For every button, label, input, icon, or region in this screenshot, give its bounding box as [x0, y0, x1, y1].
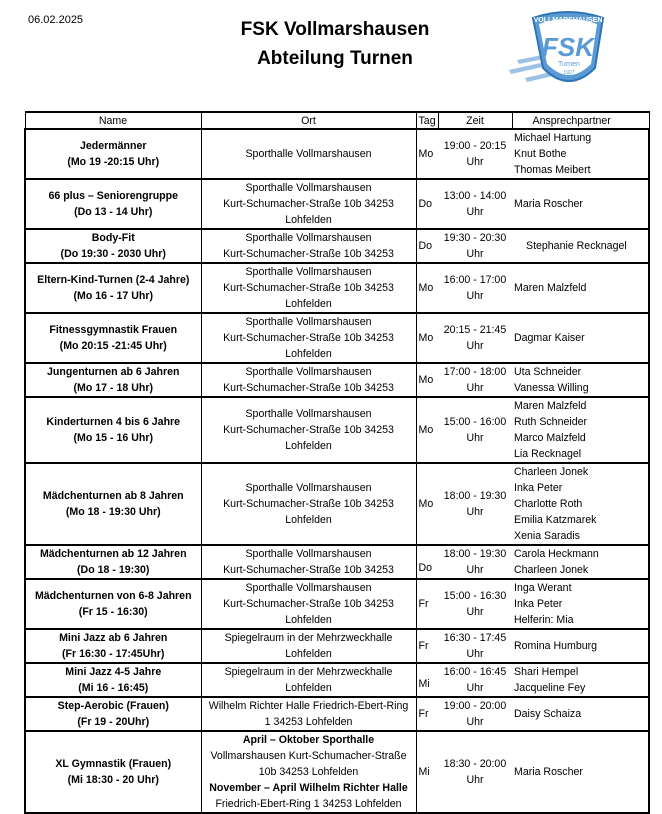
- table-row: [25, 663, 649, 697]
- contact-person-line: Jacqueline Fey: [514, 682, 586, 694]
- contact-person-cell: [512, 179, 649, 229]
- course-name-line: (Mi 18:30 - 20 Uhr): [67, 774, 159, 786]
- location-cell: [201, 397, 416, 463]
- location-line: Lohfelden: [285, 298, 332, 310]
- time-cell: [438, 697, 512, 731]
- contact-person-line: Helferin: Mia: [514, 614, 574, 626]
- time-line: Uhr: [466, 432, 484, 444]
- contact-person-line: Inka Peter: [514, 598, 563, 610]
- location-line: 10b 34253 Lohfelden: [258, 766, 359, 778]
- location-line: Spiegelraum in der Mehrzweckhalle: [224, 632, 393, 644]
- time-cell: [438, 129, 512, 179]
- course-name-line: (Mo 17 - 18 Uhr): [73, 382, 153, 394]
- course-name-line: (Mo 18 - 19:30 Uhr): [65, 506, 161, 518]
- schedule-table: [24, 111, 650, 814]
- contact-person-cell: [512, 731, 649, 813]
- contact-person-line: Maren Malzfeld: [514, 400, 587, 412]
- contact-person-cell: [512, 629, 649, 663]
- contact-person-line: Vanessa Willing: [514, 382, 589, 394]
- page-title: FSK Vollmarshausen: [240, 19, 430, 40]
- location-line: Kurt-Schumacher-Straße 10b 34253: [223, 382, 394, 394]
- course-name-line: Body-Fit: [91, 232, 135, 244]
- weekday-text: Mi: [418, 766, 430, 778]
- course-name-cell: [25, 397, 201, 463]
- contact-person-line: Stephanie Recknagel: [526, 240, 627, 252]
- location-line: Sporthalle Vollmarshausen: [245, 582, 372, 594]
- course-name-cell: [25, 313, 201, 363]
- contact-person-line: Ruth Schneider: [514, 416, 588, 428]
- time-cell: [438, 545, 512, 579]
- time-line: Uhr: [466, 248, 484, 260]
- column-header-tag: Tag: [416, 112, 438, 129]
- course-name-cell: [25, 463, 201, 545]
- svg-text:1927: 1927: [563, 70, 575, 76]
- time-cell: [438, 463, 512, 545]
- weekday-text: Fr: [418, 598, 429, 610]
- weekday-text: Mi: [418, 678, 430, 690]
- column-header-zeit: Zeit: [438, 112, 512, 129]
- time-cell: [438, 229, 512, 263]
- contact-person-cell: [512, 229, 649, 263]
- location-line: Kurt-Schumacher-Straße 10b 34253: [223, 248, 394, 260]
- course-name-line: Kinderturnen 4 bis 6 Jahre: [46, 416, 181, 428]
- location-cell: [201, 313, 416, 363]
- location-line: Lohfelden: [285, 682, 332, 694]
- location-line: November – April Wilhelm Richter Halle: [209, 782, 408, 794]
- course-name-line: (Mo 16 - 17 Uhr): [73, 290, 153, 302]
- weekday-text: Do: [418, 240, 433, 252]
- course-name-line: Mädchenturnen von 6-8 Jahren: [34, 590, 192, 602]
- contact-person-line: Charlotte Roth: [514, 498, 583, 510]
- contact-person-line: Marco Malzfeld: [514, 432, 586, 444]
- svg-text:Turnen: Turnen: [558, 61, 580, 68]
- time-cell: [438, 363, 512, 397]
- course-name-line: Mini Jazz ab 6 Jahren: [59, 632, 168, 644]
- course-name-line: Jedermänner: [79, 140, 147, 152]
- weekday-cell: [416, 697, 438, 731]
- location-line: Wilhelm Richter Halle Friedrich-Ebert-Ring: [208, 700, 409, 712]
- course-name-line: (Mo 20:15 -21:45 Uhr): [59, 340, 167, 352]
- location-line: Kurt-Schumacher-Straße 10b 34253: [223, 564, 394, 576]
- course-name-cell: [25, 129, 201, 179]
- course-name-cell: [25, 579, 201, 629]
- contact-person-line: Carola Heckmann: [514, 548, 599, 560]
- course-name-cell: [25, 179, 201, 229]
- location-line: April – Oktober Sporthalle: [242, 734, 375, 746]
- weekday-text: Mo: [418, 148, 434, 160]
- location-cell: [201, 697, 416, 731]
- time-line: Uhr: [466, 156, 484, 168]
- time-line: Uhr: [466, 682, 484, 694]
- course-name-line: (Mo 19 -20:15 Uhr): [67, 156, 160, 168]
- time-cell: [438, 179, 512, 229]
- table-row: [25, 397, 649, 463]
- page-subtitle: Abteilung Turnen: [257, 48, 413, 69]
- table-row: [25, 697, 649, 731]
- contact-person-line: Uta Schneider: [514, 366, 582, 378]
- time-line: Uhr: [466, 564, 484, 576]
- weekday-text: Fr: [418, 640, 429, 652]
- column-header-name: Name: [25, 112, 201, 129]
- course-name-cell: [25, 229, 201, 263]
- contact-person-cell: [512, 397, 649, 463]
- time-line: 16:30 - 17:45: [443, 632, 507, 644]
- course-name-line: (Fr 19 - 20Uhr): [77, 716, 150, 728]
- time-line: Uhr: [466, 382, 484, 394]
- location-cell: [201, 731, 416, 813]
- table-row: [25, 545, 649, 579]
- location-line: Kurt-Schumacher-Straße 10b 34253: [223, 598, 394, 610]
- location-line: Lohfelden: [285, 648, 332, 660]
- course-name-cell: [25, 629, 201, 663]
- weekday-text: Mo: [418, 332, 434, 344]
- contact-person-cell: [512, 363, 649, 397]
- contact-person-cell: [512, 697, 649, 731]
- time-line: Uhr: [466, 206, 484, 218]
- time-line: Uhr: [466, 648, 484, 660]
- contact-person-line: Maria Roscher: [514, 766, 583, 778]
- contact-person-line: Inka Peter: [514, 482, 563, 494]
- weekday-cell: [416, 545, 438, 579]
- contact-person-cell: [512, 545, 649, 579]
- document-date: 06.02.2025: [28, 14, 84, 26]
- location-line: Kurt-Schumacher-Straße 10b 34253: [223, 424, 394, 436]
- time-line: Uhr: [466, 506, 484, 518]
- course-name-line: Fitnessgymnastik Frauen: [49, 324, 178, 336]
- weekday-cell: [416, 397, 438, 463]
- weekday-cell: [416, 313, 438, 363]
- location-line: Sporthalle Vollmarshausen: [245, 182, 372, 194]
- contact-person-line: Thomas Meibert: [514, 164, 591, 176]
- location-cell: [201, 463, 416, 545]
- course-name-cell: [25, 263, 201, 313]
- location-line: Kurt-Schumacher-Straße 10b 34253: [223, 198, 394, 210]
- course-name-cell: [25, 663, 201, 697]
- weekday-cell: [416, 229, 438, 263]
- weekday-text: Fr: [418, 708, 429, 720]
- time-cell: [438, 731, 512, 813]
- location-line: Lohfelden: [285, 514, 332, 526]
- location-cell: [201, 229, 416, 263]
- time-cell: [438, 313, 512, 363]
- course-name-line: Mädchenturnen ab 12 Jahren: [39, 548, 187, 560]
- location-line: Sporthalle Vollmarshausen: [245, 316, 372, 328]
- time-line: 18:30 - 20:00: [443, 758, 507, 770]
- table-row: [25, 579, 649, 629]
- time-line: 20:15 - 21:45: [443, 324, 507, 336]
- contact-person-line: Lia Recknagel: [514, 448, 582, 460]
- location-line: Kurt-Schumacher-Straße 10b 34253: [223, 332, 394, 344]
- table-row: [25, 363, 649, 397]
- location-line: Kurt-Schumacher-Straße 10b 34253: [223, 282, 394, 294]
- contact-person-line: Daisy Schaiza: [514, 708, 582, 720]
- time-line: 16:00 - 16:45: [443, 666, 507, 678]
- course-name-line: Step-Aerobic (Frauen): [57, 700, 169, 712]
- weekday-cell: [416, 579, 438, 629]
- time-cell: [438, 629, 512, 663]
- course-name-cell: [25, 731, 201, 813]
- table-row: [25, 629, 649, 663]
- course-name-line: XL Gymnastik (Frauen): [55, 758, 172, 770]
- location-cell: [201, 579, 416, 629]
- weekday-text: Mo: [418, 424, 434, 436]
- course-name-line: Mädchenturnen ab 8 Jahren: [42, 490, 184, 502]
- time-line: Uhr: [466, 774, 484, 786]
- location-line: Sporthalle Vollmarshausen: [245, 148, 372, 160]
- contact-person-line: Charleen Jonek: [514, 564, 589, 576]
- course-name-cell: [25, 697, 201, 731]
- time-cell: [438, 263, 512, 313]
- weekday-text: Mo: [418, 498, 434, 510]
- contact-person-line: Romina Humburg: [514, 640, 598, 652]
- course-name-cell: [25, 545, 201, 579]
- course-name-line: (Do 18 - 19:30): [77, 564, 150, 576]
- time-line: 16:00 - 17:00: [443, 274, 507, 286]
- weekday-cell: [416, 663, 438, 697]
- location-cell: [201, 545, 416, 579]
- weekday-cell: [416, 179, 438, 229]
- table-row: [25, 263, 649, 313]
- time-line: 19:30 - 20:30: [443, 232, 507, 244]
- course-name-line: (Do 19:30 - 2030 Uhr): [60, 248, 166, 260]
- contact-person-line: Inga Werant: [514, 582, 572, 594]
- time-line: 17:00 - 18:00: [443, 366, 507, 378]
- contact-person-line: Maria Roscher: [514, 198, 583, 210]
- course-name-line: (Fr 15 - 16:30): [78, 606, 148, 618]
- svg-text:VOLLMARSHAUSEN: VOLLMARSHAUSEN: [533, 17, 603, 24]
- weekday-cell: [416, 263, 438, 313]
- contact-person-line: Xenia Saradis: [514, 530, 580, 542]
- location-cell: [201, 179, 416, 229]
- course-name-cell: [25, 363, 201, 397]
- location-line: Sporthalle Vollmarshausen: [245, 408, 372, 420]
- contact-person-cell: [512, 463, 649, 545]
- table-row: [25, 463, 649, 545]
- location-line: Friedrich-Ebert-Ring 1 34253 Lohfelden: [215, 798, 402, 810]
- weekday-cell: [416, 129, 438, 179]
- contact-person-line: Maren Malzfeld: [514, 282, 587, 294]
- time-line: 15:00 - 16:00: [443, 416, 507, 428]
- location-line: Lohfelden: [285, 348, 332, 360]
- column-header-ansprechpartner: Ansprechpartner: [512, 112, 649, 129]
- contact-person-cell: [512, 663, 649, 697]
- time-line: 19:00 - 20:15: [443, 140, 507, 152]
- weekday-cell: [416, 629, 438, 663]
- location-cell: [201, 129, 416, 179]
- contact-person-line: Emilia Katzmarek: [514, 514, 597, 526]
- contact-person-line: Shari Hempel: [514, 666, 579, 678]
- location-line: Sporthalle Vollmarshausen: [245, 548, 372, 560]
- table-row: [25, 129, 649, 179]
- location-line: Vollmarshausen Kurt-Schumacher-Straße: [210, 750, 407, 762]
- schedule-rows: [25, 129, 649, 813]
- time-cell: [438, 397, 512, 463]
- weekday-cell: [416, 463, 438, 545]
- table-row: [25, 229, 649, 263]
- location-line: Sporthalle Vollmarshausen: [245, 366, 372, 378]
- location-cell: [201, 629, 416, 663]
- time-line: 15:00 - 16:30: [443, 590, 507, 602]
- time-line: 18:00 - 19:30: [443, 548, 507, 560]
- location-cell: [201, 363, 416, 397]
- contact-person-cell: [512, 263, 649, 313]
- contact-person-cell: [512, 579, 649, 629]
- time-line: 13:00 - 14:00: [443, 190, 507, 202]
- contact-person-cell: [512, 313, 649, 363]
- course-name-line: (Mi 16 - 16:45): [78, 682, 149, 694]
- course-name-line: Eltern-Kind-Turnen (2-4 Jahre): [37, 274, 190, 286]
- time-line: Uhr: [466, 340, 484, 352]
- course-name-line: Mini Jazz 4-5 Jahre: [65, 666, 162, 678]
- weekday-cell: [416, 731, 438, 813]
- course-name-line: (Fr 16:30 - 17:45Uhr): [62, 648, 165, 660]
- course-name-line: (Do 13 - 14 Uhr): [74, 206, 153, 218]
- location-line: 1 34253 Lohfelden: [264, 716, 353, 728]
- location-line: Lohfelden: [285, 214, 332, 226]
- time-line: 19:00 - 20:00: [443, 700, 507, 712]
- weekday-text: Mo: [418, 282, 434, 294]
- location-line: Sporthalle Vollmarshausen: [245, 266, 372, 278]
- time-cell: [438, 663, 512, 697]
- weekday-text: Mo: [418, 374, 434, 386]
- location-line: Kurt-Schumacher-Straße 10b 34253: [223, 498, 394, 510]
- location-line: Lohfelden: [285, 440, 332, 452]
- course-name-line: 66 plus – Seniorengruppe: [48, 190, 178, 202]
- time-line: Uhr: [466, 606, 484, 618]
- weekday-text: Do: [418, 198, 433, 210]
- contact-person-line: Dagmar Kaiser: [514, 332, 585, 344]
- column-header-ort: Ort: [201, 112, 416, 129]
- contact-person-line: Charleen Jonek: [514, 466, 589, 478]
- time-line: Uhr: [466, 290, 484, 302]
- course-name-line: Jungenturnen ab 6 Jahren: [47, 366, 180, 378]
- table-header-row: [25, 112, 649, 129]
- contact-person-cell: [512, 129, 649, 179]
- svg-text:FSK: FSK: [542, 32, 594, 62]
- table-row: [25, 179, 649, 229]
- location-line: Sporthalle Vollmarshausen: [245, 232, 372, 244]
- contact-person-line: Michael Hartung: [514, 132, 592, 144]
- time-line: 18:00 - 19:30: [443, 490, 507, 502]
- location-cell: [201, 263, 416, 313]
- location-line: Sporthalle Vollmarshausen: [245, 482, 372, 494]
- club-logo: [503, 8, 655, 92]
- table-row: [25, 731, 649, 813]
- table-row: [25, 313, 649, 363]
- location-line: Spiegelraum in der Mehrzweckhalle: [224, 666, 393, 678]
- course-name-line: (Mo 15 - 16 Uhr): [73, 432, 153, 444]
- location-line: Lohfelden: [285, 614, 332, 626]
- contact-person-line: Knut Bothe: [514, 148, 567, 160]
- time-cell: [438, 579, 512, 629]
- location-cell: [201, 663, 416, 697]
- weekday-text: Do: [418, 562, 433, 574]
- weekday-cell: [416, 363, 438, 397]
- time-line: Uhr: [466, 716, 484, 728]
